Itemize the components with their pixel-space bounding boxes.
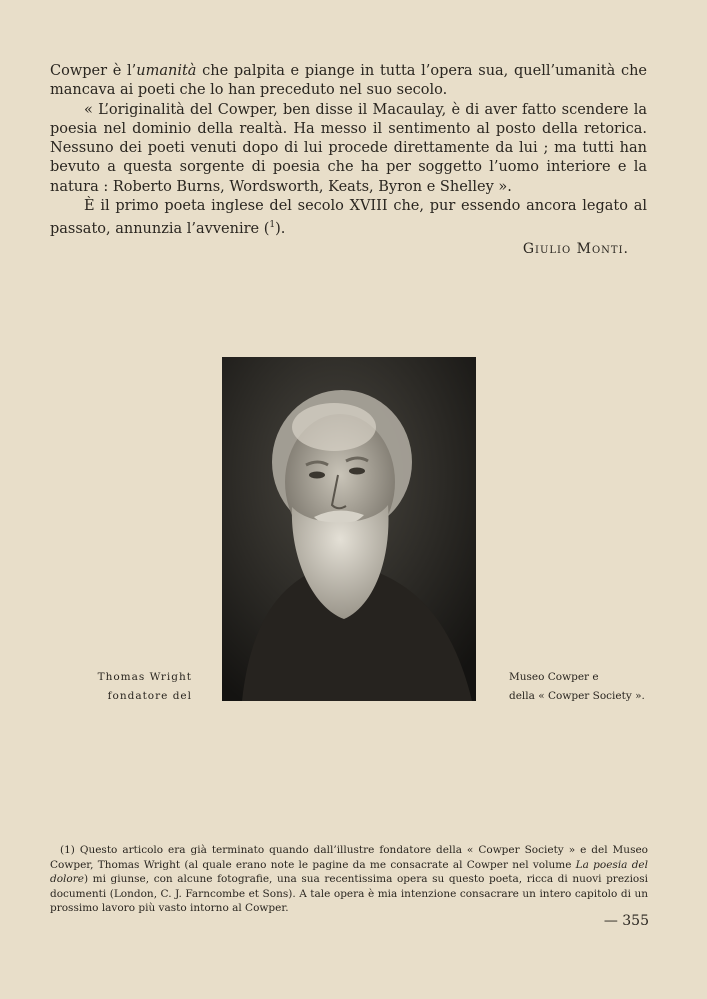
- caption-right: [509, 668, 659, 706]
- paragraph-3: [50, 197, 647, 239]
- paragraph-3-text: È il primo poeta inglese del secolo XVIII che, pur essendo ancora legato al passato, annunzia l’avvenire (: [50, 198, 647, 238]
- page-number: — 355: [603, 913, 649, 929]
- article-body: [50, 62, 647, 240]
- footnote-text-a: Questo articolo era già terminato quando dall’illustre fondatore della « Cowper Society » e del Museo Cowper, Thomas Wright (al quale erano note le pagine da me consacrate al Cowper nel volume: [50, 844, 648, 871]
- paragraph-1-emphasis: umanità: [136, 63, 197, 79]
- caption-right-line-2: della « Cowper Society ».: [509, 690, 645, 702]
- footnote-text-b: ) mi giunse, con alcune fotografie, una sua recentissima opera su questo poeta, ricca di nuovi preziosi documenti (London, C. J. Farncombe et Sons). A tale opera è mia intenzione consacrare un intero capitolo di un prossimo lavoro più vasto intorno al Cowper.: [50, 873, 648, 914]
- paragraph-1: [50, 62, 647, 101]
- portrait-image: [222, 357, 476, 701]
- footnote-book-title: La poesia del dolore: [50, 858, 648, 885]
- caption-left-line-1: Thomas Wright: [97, 671, 192, 683]
- paragraph-3-end: ).: [275, 221, 286, 238]
- caption-left-line-2: fondatore del: [107, 690, 192, 702]
- footnote-marker: (1): [60, 844, 75, 856]
- paragraph-1-text-a: Cowper è l’: [50, 63, 137, 79]
- footnote-reference[interactable]: 1: [269, 220, 276, 231]
- paragraph-1-text-b: che palpita e piange in tutta l’opera sua, quell’umanità che mancava ai poeti che lo han preceduto nel suo secolo.: [50, 63, 647, 99]
- caption-left: [60, 668, 192, 706]
- footnote: [50, 843, 648, 916]
- paragraph-2: « L’originalità del Cowper, ben disse il Macaulay, è di aver fatto scendere la poesia nel dominio della realtà. Ha messo il sentimento al posto della retorica. Nessuno dei poeti venuti dopo di lui procede direttamente da lui ; ma tutti han bevuto a questa sorgente di poesia che ha per soggetto l’uomo interiore e la natura : Roberto Burns, Wordsworth, Keats, Byron e Shelley ».: [50, 101, 647, 195]
- author-signature: Giulio Monti.: [522, 241, 629, 257]
- caption-right-line-1: Museo Cowper e: [509, 671, 599, 683]
- portrait-photo: [222, 357, 476, 701]
